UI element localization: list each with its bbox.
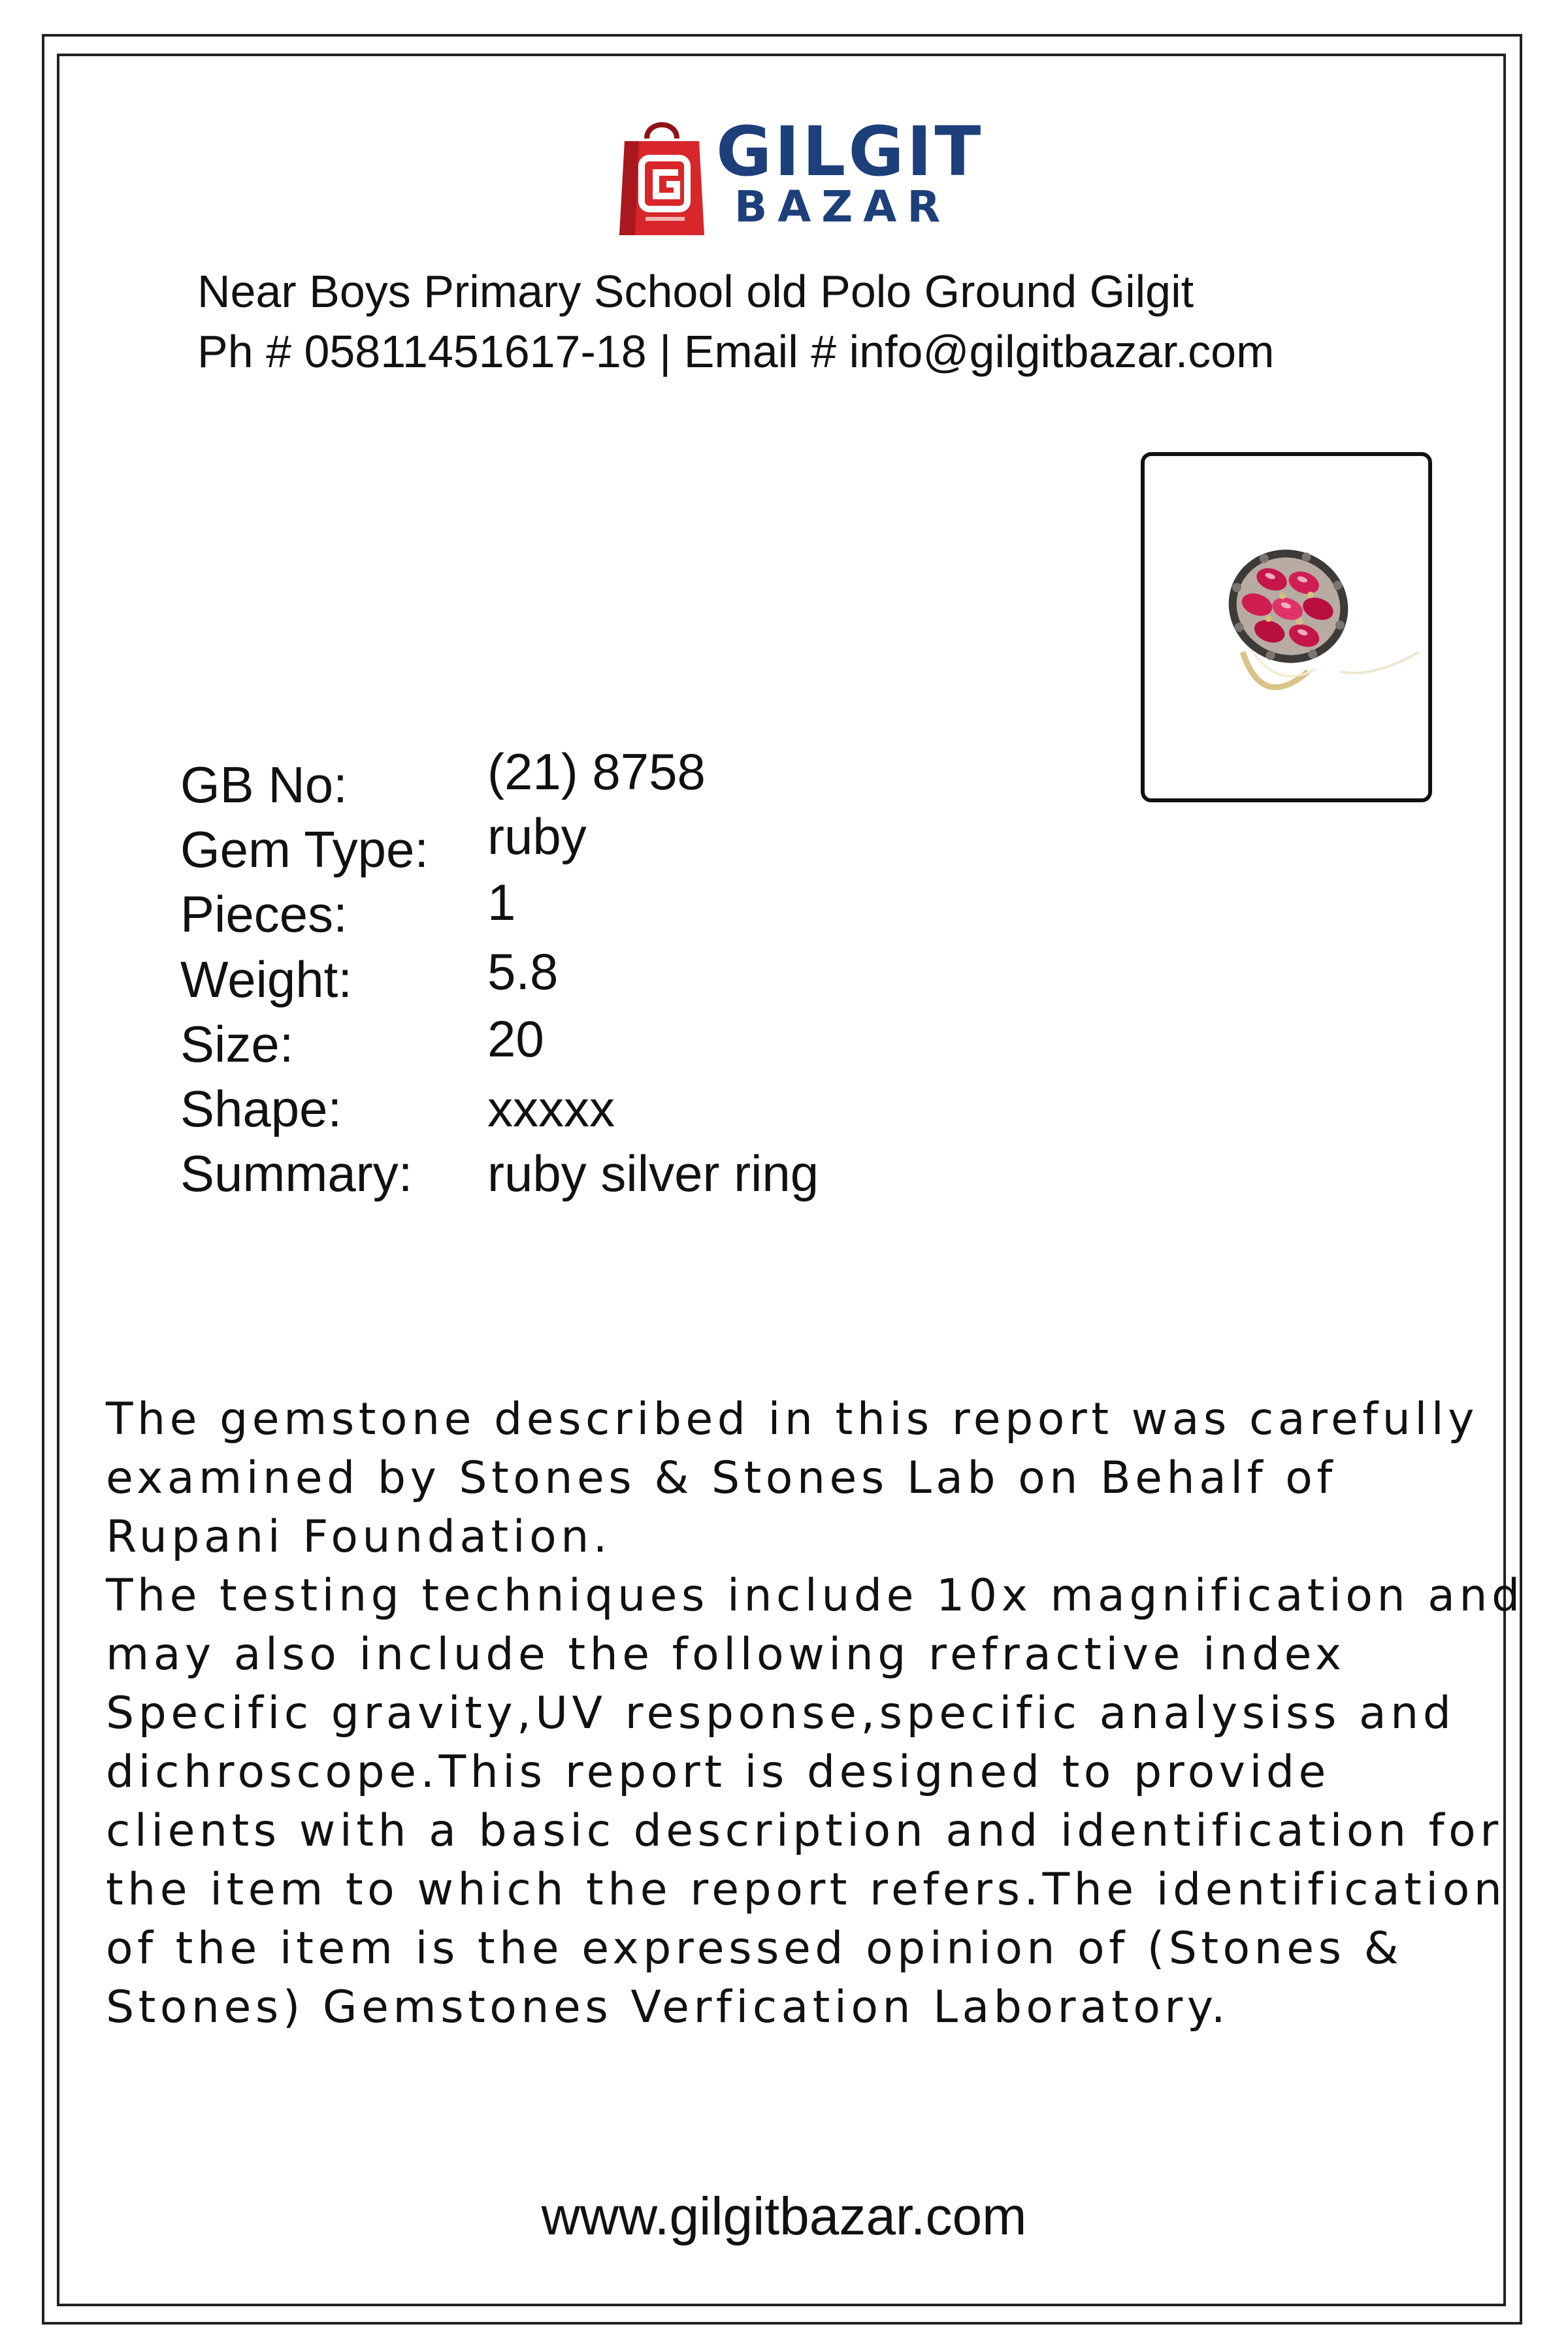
detail-row-gb-no bbox=[180, 738, 1030, 813]
pieces-value: 1 bbox=[487, 874, 516, 931]
summary-value: ruby silver ring bbox=[487, 1145, 819, 1202]
logo-word-bazar: BAZAR bbox=[734, 182, 951, 232]
phone-email-line: Ph # 05811451617-18 | Email # info@gilgitbazar.com bbox=[197, 326, 1275, 377]
statement-line: Specific gravity,UV response,specific analysiss and bbox=[106, 1688, 1456, 1739]
weight-value: 5.8 bbox=[487, 943, 559, 1000]
detail-row-shape bbox=[180, 1068, 1030, 1137]
size-value: 20 bbox=[487, 1010, 544, 1068]
statement-line: dichroscope.This report is designed to provide bbox=[106, 1746, 1330, 1798]
product-photo-frame bbox=[1141, 452, 1432, 802]
shape-label: Shape: bbox=[180, 1080, 342, 1137]
gem-type-value: ruby bbox=[487, 808, 587, 865]
statement-line: Rupani Foundation. bbox=[106, 1511, 612, 1563]
gem-details bbox=[180, 738, 1030, 1200]
detail-row-size bbox=[180, 1002, 1030, 1073]
statement-line: The gemstone described in this report was carefully bbox=[106, 1394, 1478, 1445]
address-line: Near Boys Primary School old Polo Ground Gilgit bbox=[197, 266, 1194, 317]
gb-no-label: GB No: bbox=[180, 756, 348, 813]
ruby-silver-ring-photo bbox=[1145, 456, 1428, 798]
pieces-label: Pieces: bbox=[180, 885, 348, 943]
statement-line: the item to which the report refers.The identification bbox=[106, 1864, 1507, 1916]
gb-no-value: (21) 8758 bbox=[487, 743, 706, 800]
statement-line: The testing techniques include 10x magnification and bbox=[106, 1570, 1524, 1622]
logo-word-gilgit: GILGIT bbox=[716, 112, 984, 191]
statement-line: clients with a basic description and identification for bbox=[106, 1805, 1503, 1857]
detail-row-weight bbox=[180, 936, 1030, 1008]
statement-line: may also include the following refractive index bbox=[106, 1629, 1346, 1680]
summary-label: Summary: bbox=[180, 1145, 413, 1202]
statement-line: of the item is the expressed opinion of (Stones & bbox=[106, 1923, 1403, 1974]
detail-row-pieces bbox=[180, 870, 1030, 943]
certification-statement bbox=[106, 1390, 1524, 2037]
statement-line: examined by Stones & Stones Lab on Behalf of bbox=[106, 1452, 1337, 1504]
gem-type-label: Gem Type: bbox=[180, 821, 429, 878]
detail-row-summary bbox=[180, 1134, 1030, 1200]
weight-label: Weight: bbox=[180, 951, 353, 1008]
website-url: www.gilgitbazar.com bbox=[541, 2187, 1027, 2246]
shape-value: xxxxx bbox=[487, 1080, 615, 1137]
shopping-bag-icon bbox=[613, 112, 711, 240]
size-label: Size: bbox=[180, 1015, 294, 1073]
statement-line: Stones) Gemstones Verfication Laboratory. bbox=[106, 1982, 1230, 2033]
contact-block bbox=[197, 261, 1274, 382]
gilgit-bazar-logo bbox=[613, 112, 984, 240]
detail-row-gem-type bbox=[180, 804, 1030, 878]
logo-wordmark bbox=[711, 112, 984, 240]
